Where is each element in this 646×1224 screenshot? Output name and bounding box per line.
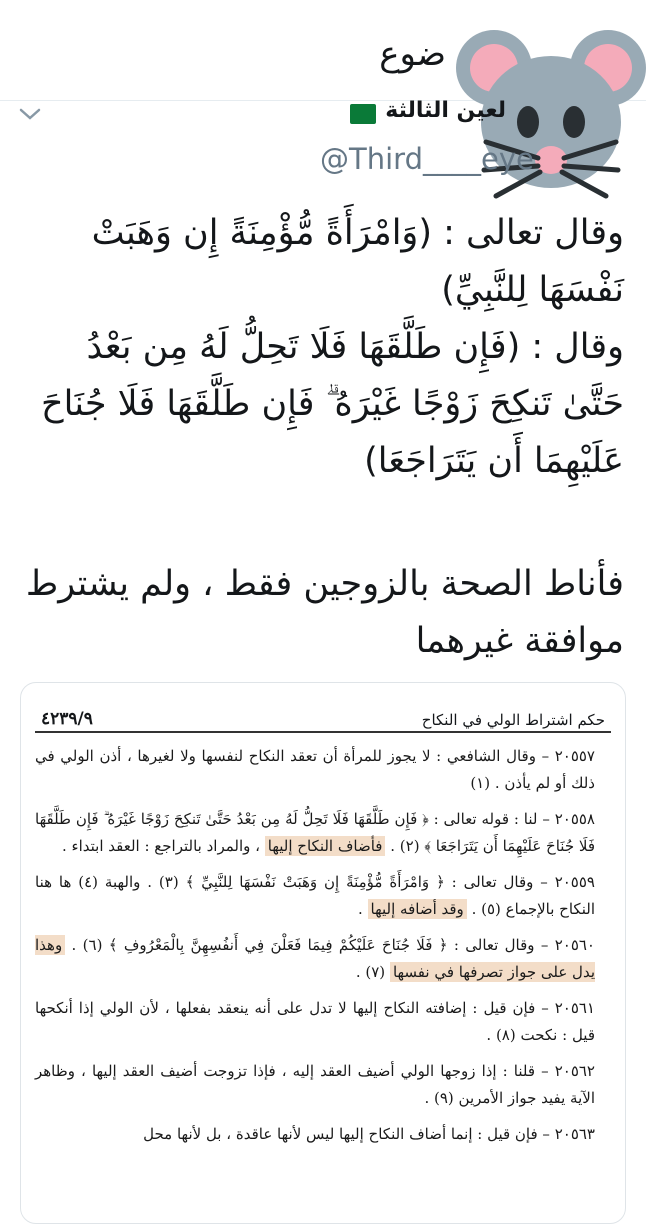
- book-text-run: ٢٠٥٥٨ – لنا : قوله تعالى : ﴿ فَإِن طَلَّقَهَا فَلَا تَحِلُّ لَهُ مِن بَعْدُ حَتَّىٰ تَنكِحَ زَوْجًا غَيْرَهُ ۗ فَإِن طَلَّقَهَا فَلَا جُنَاحَ عَلَيْهِمَا أَن يَتَرَاجَعَا ﴾ (٢) .: [35, 810, 595, 855]
- book-text-run: ، والمراد بالتراجع : العقد ابتداء .: [62, 837, 260, 855]
- highlighted-text: وهذا يدل على جواز تصرفها في نفسها: [35, 936, 595, 981]
- book-paragraph: [35, 806, 595, 860]
- saudi-flag-icon: [350, 104, 376, 124]
- attached-image[interactable]: [20, 682, 626, 1224]
- book-text-run: ٢٠٥٥٩ – وقال تعالى : ﴿ وَامْرَأَةً مُّؤْمِنَةً إِن وَهَبَتْ نَفْسَهَا لِلنَّبِيِّ ﴾ (٣) . والهبة (٤) ها هنا النكاح بالإجماع (٥) .: [35, 873, 595, 918]
- topbar-title: ضوع: [379, 34, 446, 74]
- tweet-paragraph: فأناط الصحة بالزوجين فقط ، ولم يشترط موافقة غيرهما: [25, 564, 624, 661]
- book-paragraph: [35, 869, 595, 923]
- book-page-number: ٤٢٣٩/٩: [41, 709, 93, 729]
- highlighted-text: وقد أضافه إليها: [368, 899, 467, 919]
- tweet-text: [20, 205, 624, 670]
- book-paragraph: ٢٠٥٥٧ – وقال الشافعي : لا يجوز للمرأة أن تعقد النكاح لنفسها ولا لغيرها ، أذن الولي في ذلك أو لم يأذن . (١): [35, 747, 595, 792]
- book-paragraph: ٢٠٥٦١ – فإن قيل : إضافته النكاح إليها لا تدل على أنه ينعقد بفعلها ، لأن الولي إذا أنكحها قيل : نكحت (٨) .: [35, 999, 595, 1044]
- book-page-header: [35, 709, 611, 733]
- book-text-run: .: [357, 900, 363, 918]
- book-text-run: ٢٠٥٦٠ – وقال تعالى : ﴿ فَلَا جُنَاحَ عَلَيْكُمْ فِيمَا فَعَلْنَ فِي أَنفُسِهِنَّ بِالْمَعْرُوفِ ﴾ (٦) .: [71, 936, 595, 954]
- tweet-paragraph: وقال تعالى : (وَامْرَأَةً مُّؤْمِنَةً إِن وَهَبَتْ نَفْسَهَا لِلنَّبِيِّ): [91, 213, 624, 310]
- book-text-run: (٧) .: [355, 963, 386, 981]
- tweet-paragraph: وقال : (فَإِن طَلَّقَهَا فَلَا تَحِلُّ لَهُ مِن بَعْدُ حَتَّىٰ تَنكِحَ زَوْجًا غَيْرَهُ ۗ فَإِن طَلَّقَهَا فَلَا جُنَاحَ عَلَيْهِمَا أَن يَتَرَاجَعَا): [41, 327, 624, 481]
- book-page-title: حكم اشتراط الولي في النكاح: [421, 711, 605, 729]
- highlighted-text: فأضاف النكاح إليها: [265, 836, 386, 856]
- book-paragraph: ٢٠٥٦٢ – قلنا : إذا زوجها الولي أضيف العقد إليه ، فإذا تزوجت أضيف العقد إليها ، وظاهر الآية يفيد جواز الأمرين (٩) .: [35, 1062, 595, 1107]
- author-handle[interactable]: @Third____eye: [320, 142, 534, 176]
- chevron-down-icon[interactable]: [18, 104, 42, 124]
- book-paragraph: ٢٠٥٦٣ – فإن قيل : إنما أضاف النكاح إليها ليس لأنها عاقدة ، بل لأنها محل: [143, 1125, 595, 1143]
- author-name[interactable]: لعين الثالثة: [385, 98, 506, 123]
- book-paragraph: [35, 932, 595, 986]
- book-text: [35, 743, 595, 1157]
